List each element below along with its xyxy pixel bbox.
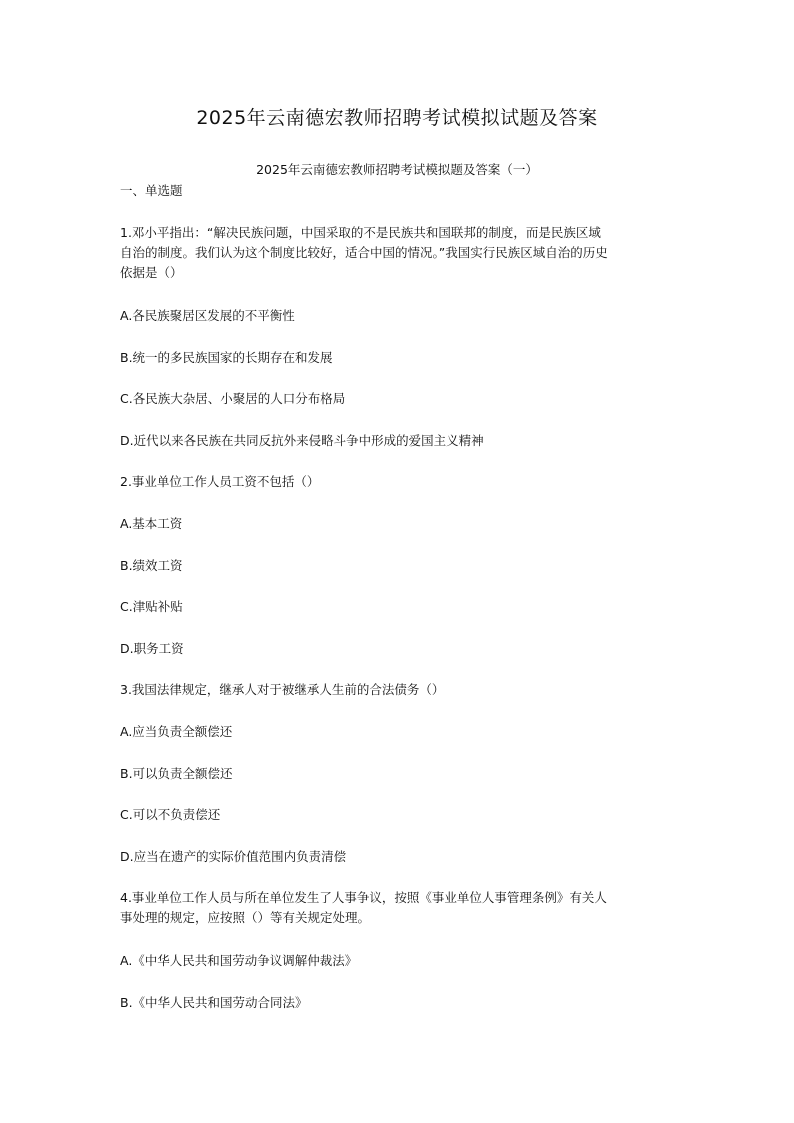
question-2-option-b: B.绩效工资 (120, 558, 183, 573)
question-1-option-a: A.各民族聚居区发展的不平衡性 (120, 308, 295, 323)
question-2-option-c: C.津贴补贴 (120, 599, 183, 614)
question-4-option-a: A.《中华人民共和国劳动争议调解仲裁法》 (120, 953, 358, 968)
question-2-option-d: D.职务工资 (120, 641, 184, 656)
question-2-line-1: 2.事业单位工作人员工资不包括（） (120, 474, 320, 489)
question-1-line-2: 自治的制度。我们认为这个制度比较好，适合中国的情况。”我国实行民族区域自治的历史 (120, 245, 608, 260)
question-4-line-2: 事处理的规定，应按照（）等有关规定处理。 (120, 910, 371, 925)
question-4-option-b: B.《中华人民共和国劳动合同法》 (120, 995, 308, 1010)
document-subtitle: 2025年云南德宏教师招聘考试模拟题及答案（一） (256, 162, 538, 177)
question-3-line-1: 3.我国法律规定，继承人对于被继承人生前的合法债务（） (120, 682, 445, 697)
question-1-option-b: B.统一的多民族国家的长期存在和发展 (120, 350, 333, 365)
question-1-option-c: C.各民族大杂居、小聚居的人口分布格局 (120, 391, 346, 406)
question-3-option-c: C.可以不负责偿还 (120, 807, 221, 822)
section-heading: 一、单选题 (120, 183, 183, 198)
question-1-line-3: 依据是（） (120, 265, 183, 280)
question-1-line-1: 1.邓小平指出：“解决民族问题，中国采取的不是民族共和国联邦的制度，而是民族区域 (120, 225, 601, 240)
question-4-line-1: 4.事业单位工作人员与所在单位发生了人事争议，按照《事业单位人事管理条例》有关人 (120, 890, 607, 905)
document-title: 2025年云南德宏教师招聘考试模拟试题及答案 (196, 107, 598, 129)
question-1-option-d: D.近代以来各民族在共同反抗外来侵略斗争中形成的爱国主义精神 (120, 433, 484, 448)
question-2-option-a: A.基本工资 (120, 516, 183, 531)
question-3-option-b: B.可以负责全额偿还 (120, 766, 233, 781)
question-3-option-a: A.应当负责全额偿还 (120, 724, 233, 739)
question-3-option-d: D.应当在遗产的实际价值范围内负责清偿 (120, 849, 347, 864)
